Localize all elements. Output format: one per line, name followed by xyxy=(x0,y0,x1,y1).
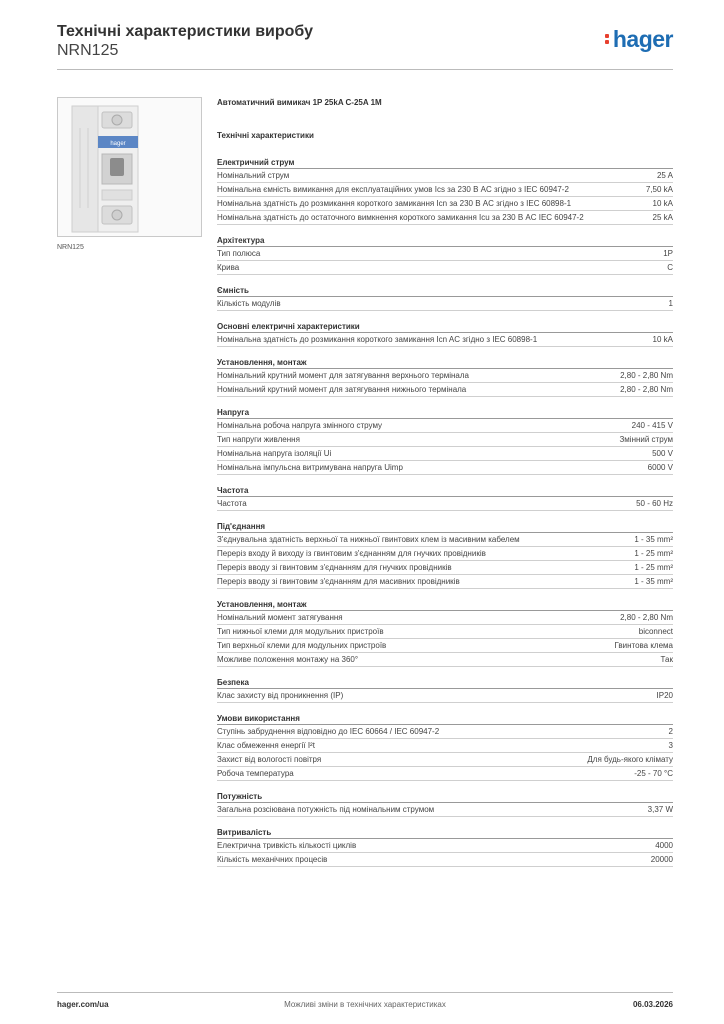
spec-section xyxy=(217,157,673,225)
spec-value: -25 - 70 °C xyxy=(634,769,673,778)
spec-row xyxy=(217,575,673,589)
spec-value: 1 - 35 mm² xyxy=(634,535,673,544)
spec-row xyxy=(217,333,673,347)
spec-row xyxy=(217,169,673,183)
product-title: Автоматичний вимикач 1P 25kA C-25A 1M xyxy=(217,98,382,107)
spec-row xyxy=(217,261,673,275)
spec-label: З'єднувальна здатність верхньої та нижньої гвинтових клем із масивним кабелем xyxy=(217,535,520,544)
spec-label: Кількість модулів xyxy=(217,299,281,308)
product-caption: NRN125 xyxy=(57,244,84,251)
spec-value: 240 - 415 V xyxy=(631,421,673,430)
spec-row xyxy=(217,533,673,547)
section-heading: Установлення, монтаж xyxy=(217,357,673,369)
footer-note: Можливі зміни в технічних характеристиках xyxy=(284,1000,446,1009)
spec-value: Змінний струм xyxy=(619,435,673,444)
section-heading: Основні електричні характеристики xyxy=(217,321,673,333)
page-header xyxy=(57,22,673,70)
spec-row xyxy=(217,767,673,781)
spec-label: Робоча температура xyxy=(217,769,294,778)
spec-label: Номінальний струм xyxy=(217,171,290,180)
product-model: NRN125 xyxy=(57,42,119,59)
spec-label: Частота xyxy=(217,499,247,508)
spec-value: 3 xyxy=(668,741,673,750)
spec-section xyxy=(217,235,673,275)
spec-section xyxy=(217,713,673,781)
spec-value: 3,37 W xyxy=(647,805,673,814)
spec-value: Для будь-якого клімату xyxy=(587,755,673,764)
spec-label: Клас захисту від проникнення (IP) xyxy=(217,691,344,700)
spec-section xyxy=(217,407,673,475)
spec-value: 10 kA xyxy=(652,199,673,208)
spec-row xyxy=(217,297,673,311)
spec-section xyxy=(217,677,673,703)
spec-row xyxy=(217,625,673,639)
spec-value: 2,80 - 2,80 Nm xyxy=(620,613,673,622)
spec-value: 50 - 60 Hz xyxy=(636,499,673,508)
section-heading: Напруга xyxy=(217,407,673,419)
spec-label: Номінальна напруга ізоляції Ui xyxy=(217,449,332,458)
spec-row xyxy=(217,497,673,511)
spec-row xyxy=(217,561,673,575)
spec-label: Захист від вологості повітря xyxy=(217,755,322,764)
spec-label: Переріз входу й виходу із гвинтовим з'єднанням для гнучких провідників xyxy=(217,549,486,558)
spec-label: Тип верхньої клеми для модульних пристроїв xyxy=(217,641,387,650)
spec-section xyxy=(217,285,673,311)
spec-value: 25 A xyxy=(656,171,673,180)
spec-section xyxy=(217,599,673,667)
spec-value: 1 - 35 mm² xyxy=(634,577,673,586)
spec-value: 7,50 kA xyxy=(645,185,673,194)
spec-row xyxy=(217,247,673,261)
section-heading: Під'єднання xyxy=(217,521,673,533)
tech-characteristics-title: Технічні характеристики xyxy=(217,131,314,140)
spec-section xyxy=(217,827,673,867)
spec-label: Електрична тривкість кількості циклів xyxy=(217,841,357,850)
spec-value: 2,80 - 2,80 Nm xyxy=(620,385,673,394)
section-heading: Ємність xyxy=(217,285,673,297)
spec-value: 6000 V xyxy=(647,463,673,472)
spec-label: Клас обмеження енергії I²t xyxy=(217,741,315,750)
hager-logo xyxy=(605,26,673,53)
spec-label: Номінальна ємність вимикання для експлуатаційних умов Ics за 230 В AC згідно з IEC 60947-2 xyxy=(217,185,569,194)
spec-label: Номінальна імпульсна витримувана напруга Uimp xyxy=(217,463,403,472)
section-heading: Електричний струм xyxy=(217,157,673,169)
spec-label: Номінальний момент затягування xyxy=(217,613,343,622)
spec-value: 500 V xyxy=(652,449,673,458)
logo-dots-icon xyxy=(605,32,611,46)
spec-row xyxy=(217,383,673,397)
spec-row xyxy=(217,369,673,383)
section-heading: Потужність xyxy=(217,791,673,803)
spec-row xyxy=(217,803,673,817)
spec-row xyxy=(217,461,673,475)
spec-value: 1 - 25 mm² xyxy=(634,563,673,572)
spec-label: Крива xyxy=(217,263,240,272)
spec-row xyxy=(217,547,673,561)
spec-value: 2 xyxy=(668,727,673,736)
spec-label: Номінальний крутний момент для затягування верхнього термінала xyxy=(217,371,469,380)
spec-label: Номінальна робоча напруга змінного струму xyxy=(217,421,383,430)
spec-label: Тип полюса xyxy=(217,249,261,258)
spec-label: Номінальна здатність до розмикання короткого замикання Icn за 230 В AC згідно з IEC 60898-1 xyxy=(217,199,572,208)
section-heading: Умови використання xyxy=(217,713,673,725)
spec-label: Загальна розсіювана потужність під номінальним струмом xyxy=(217,805,435,814)
spec-value: 20000 xyxy=(650,855,673,864)
section-heading: Безпека xyxy=(217,677,673,689)
spec-row xyxy=(217,197,673,211)
spec-row xyxy=(217,839,673,853)
spec-section xyxy=(217,357,673,397)
spec-row xyxy=(217,753,673,767)
footer-site-link[interactable]: hager.com/ua xyxy=(57,1000,109,1009)
device-label: hager xyxy=(110,141,126,147)
spec-row xyxy=(217,653,673,667)
spec-row xyxy=(217,689,673,703)
logo-text: hager xyxy=(612,26,673,52)
section-heading: Частота xyxy=(217,485,673,497)
spec-value: 4000 xyxy=(655,841,673,850)
spec-label: Тип напруги живлення xyxy=(217,435,300,444)
spec-row xyxy=(217,183,673,197)
spec-label: Ступінь забруднення відповідно до IEC 60664 / IEC 60947-2 xyxy=(217,727,440,736)
spec-section xyxy=(217,485,673,511)
spec-section xyxy=(217,321,673,347)
spec-row xyxy=(217,419,673,433)
spec-row xyxy=(217,433,673,447)
product-image xyxy=(57,97,202,237)
section-heading: Установлення, монтаж xyxy=(217,599,673,611)
page-footer xyxy=(57,992,673,1016)
spec-value: 1 - 25 mm² xyxy=(634,549,673,558)
spec-row xyxy=(217,447,673,461)
section-heading: Архітектура xyxy=(217,235,673,247)
spec-row xyxy=(217,739,673,753)
spec-label: Переріз вводу зі гвинтовим з'єднанням для масивних провідників xyxy=(217,577,460,586)
spec-value: 10 kA xyxy=(652,335,673,344)
spec-label: Номінальний крутний момент для затягування нижнього термінала xyxy=(217,385,467,394)
spec-row xyxy=(217,211,673,225)
spec-label: Тип нижньої клеми для модульних пристроїв xyxy=(217,627,384,636)
spec-value: 1P xyxy=(663,249,673,258)
spec-row xyxy=(217,639,673,653)
spec-value: C xyxy=(667,263,673,272)
spec-label: Кількість механічних процесів xyxy=(217,855,328,864)
spec-section xyxy=(217,521,673,589)
spec-label: Номінальна здатність до остаточного вимкнення короткого замикання Icu за 230 В AC IEC 60947-2 xyxy=(217,213,584,222)
spec-content xyxy=(217,97,673,867)
spec-value: Так xyxy=(660,655,673,664)
spec-row xyxy=(217,611,673,625)
section-heading: Витривалість xyxy=(217,827,673,839)
spec-section xyxy=(217,791,673,817)
footer-date: 06.03.2026 xyxy=(632,1000,673,1009)
spec-value: biconnect xyxy=(638,627,673,636)
page-title: Технічні характеристики виробу xyxy=(57,23,313,40)
spec-row xyxy=(217,725,673,739)
circuit-breaker-image xyxy=(58,98,203,238)
spec-row xyxy=(217,853,673,867)
spec-sections xyxy=(217,157,673,867)
spec-value: 1 xyxy=(668,299,673,308)
spec-label: Переріз вводу зі гвинтовим з'єднанням для гнучких провідників xyxy=(217,563,452,572)
spec-value: Гвинтова клема xyxy=(614,641,673,650)
spec-label: Номінальна здатність до розмикання короткого замикання Icn AC згідно з IEC 60898-1 xyxy=(217,335,538,344)
spec-value: 25 kA xyxy=(652,213,673,222)
spec-value: IP20 xyxy=(656,691,673,700)
spec-value: 2,80 - 2,80 Nm xyxy=(620,371,673,380)
spec-label: Можливе положення монтажу на 360° xyxy=(217,655,359,664)
